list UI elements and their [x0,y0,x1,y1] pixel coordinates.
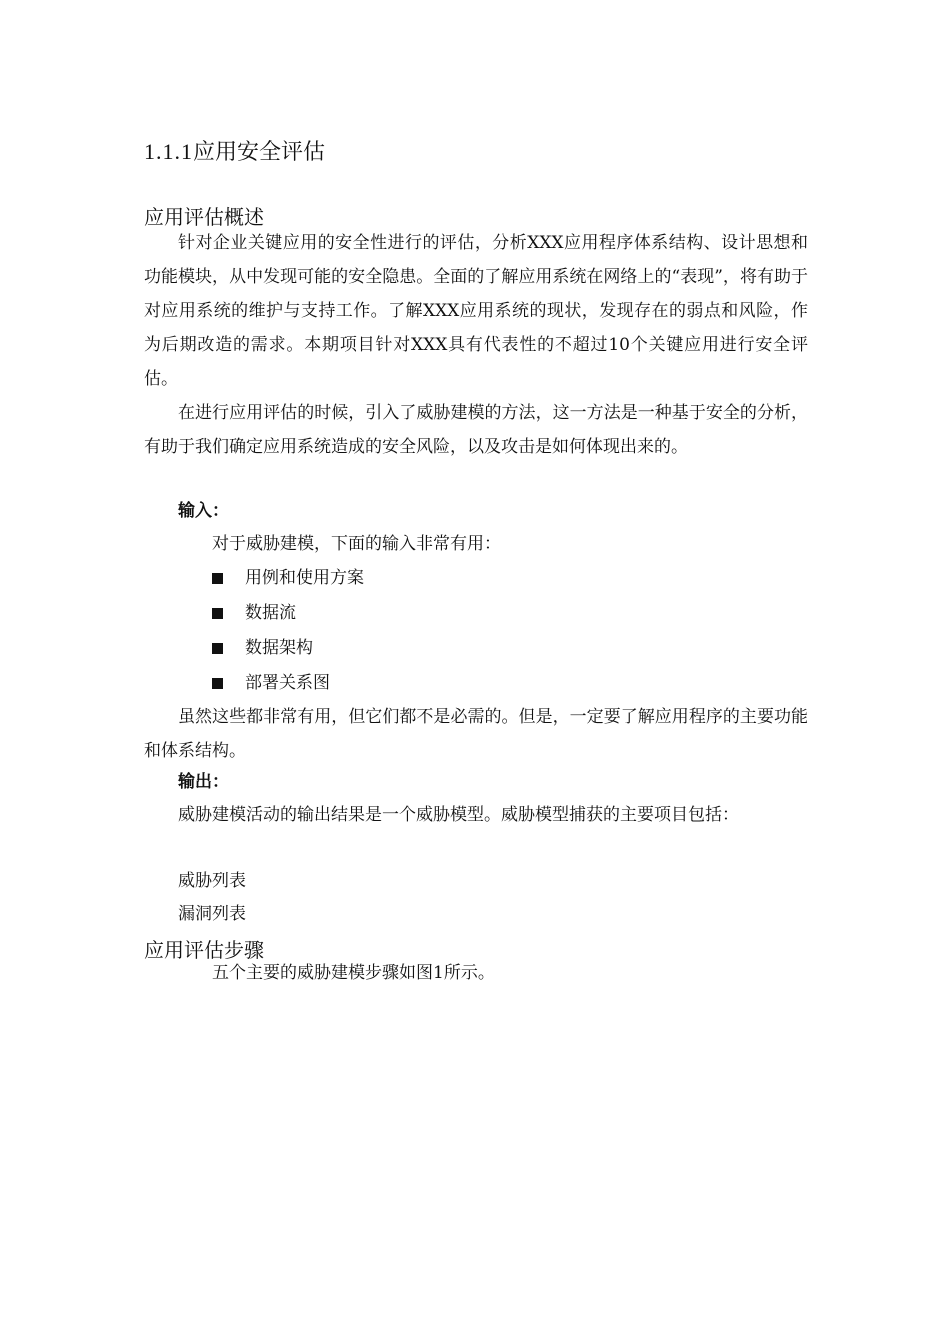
bullet-square-icon [212,608,223,619]
overview-paragraph-2: 在进行应用评估的时候，引入了威胁建模的方法，这一方法是一种基于安全的分析，有助于我们确定应用系统造成的安全风险，以及攻击是如何体现出来的。 [144,403,808,457]
list-item [212,561,364,595]
section-title [144,136,325,169]
bullet-square-icon [212,643,223,654]
section-title-text: 应用安全评估 [193,140,326,165]
list-item [212,631,313,665]
output-item-vulnerability-list: 漏洞列表 [178,904,246,924]
output-label: 输出： [178,772,229,792]
overview-paragraph-1: 针对企业关键应用的安全性进行的评估，分析XXX应用程序体系结构、设计思想和功能模块，从中发现可能的安全隐患。全面的了解应用系统在网络上的“表现”，将有助于对应用系统的维护与支持工作。了解XXX应用系统的现状，发现存在的弱点和风险，作为后期改造的需求。本期项目针对XXX具有代表性的不超过10个关键应用进行安全评估。 [144,233,808,389]
steps-intro: 五个主要的威胁建模步骤如图1所示。 [212,963,495,983]
overview-paragraph-3: 虽然这些都非常有用，但它们都不是必需的。但是，一定要了解应用程序的主要功能和体系结构。 [144,707,808,761]
overview-heading: 应用评估概述 [144,205,264,229]
steps-heading: 应用评估步骤 [144,938,264,962]
input-intro: 对于威胁建模，下面的输入非常有用： [212,534,501,554]
input-item-text: 数据架构 [245,638,313,658]
bullet-square-icon [212,678,223,689]
output-item-threat-list: 威胁列表 [178,871,246,891]
list-item [212,596,296,630]
input-item-text: 部署关系图 [245,673,330,693]
input-label: 输入： [178,501,229,521]
list-item [212,666,330,700]
bullet-square-icon [212,573,223,584]
input-item-text: 数据流 [245,603,296,623]
section-number: 1.1.1 [144,139,193,164]
output-intro: 威胁建模活动的输出结果是一个威胁模型。威胁模型捕获的主要项目包括： [178,805,739,825]
input-item-text: 用例和使用方案 [245,568,364,588]
